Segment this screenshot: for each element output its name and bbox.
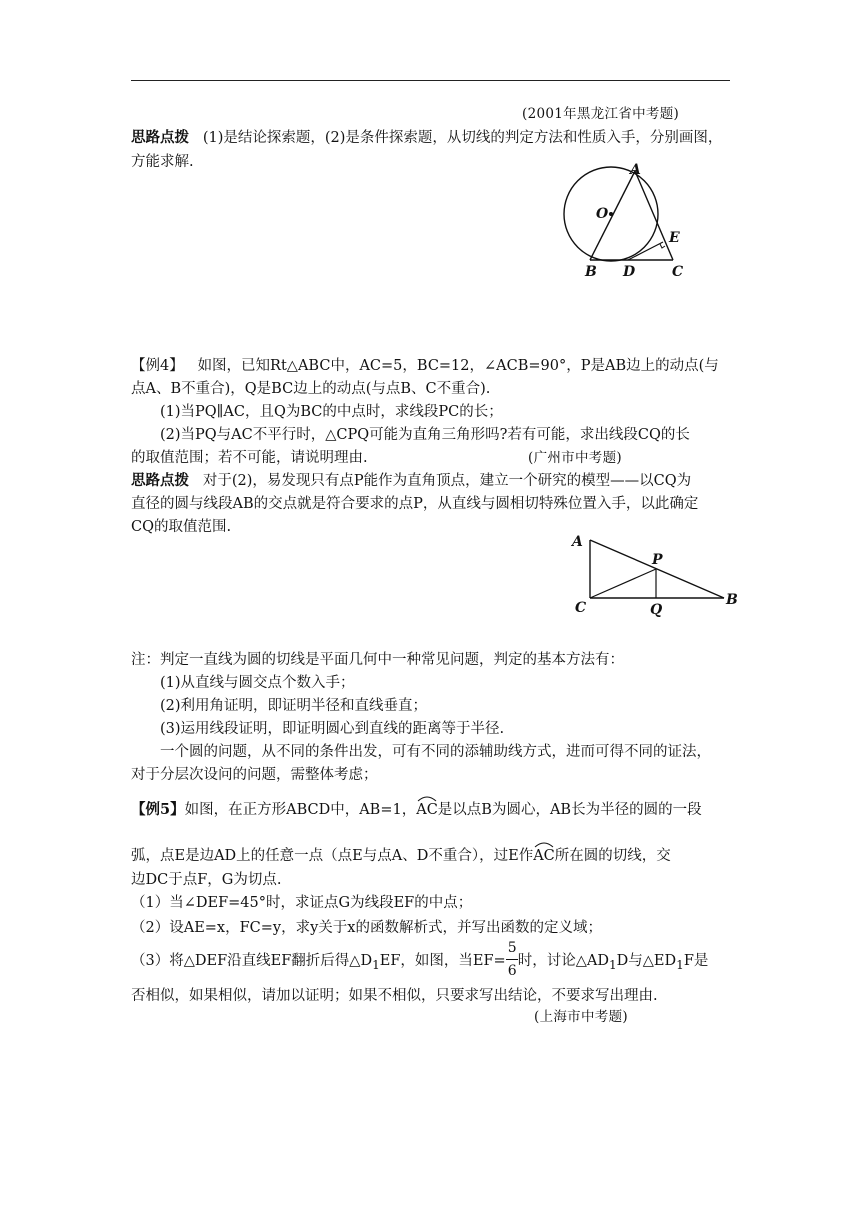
fraction-five-sixths xyxy=(506,940,518,979)
example-5-text-1a: 如图，在正方形ABCD中，AB=1， xyxy=(184,802,417,818)
arc-ac-1-text: AC xyxy=(416,802,438,818)
arc-mark-icon xyxy=(416,794,438,802)
subscript-1b: 1 xyxy=(608,957,617,972)
example-5-question-2: （2）设AE=x，FC=y，求y关于x的函数解析式，并写出函数的定义域； xyxy=(131,920,602,936)
label-q: Q xyxy=(650,602,663,618)
subscript-1: 1 xyxy=(372,957,380,972)
arc-ac-1 xyxy=(416,800,438,820)
figure-circle-triangle xyxy=(560,160,700,285)
example-4-line-1 xyxy=(131,356,719,376)
source-note-1: (2001年黑龙江省中考题) xyxy=(522,106,680,122)
label-b: B xyxy=(585,264,597,280)
label-o: O xyxy=(596,206,609,222)
arc-ac-2 xyxy=(533,846,555,866)
hint-1-line-1 xyxy=(131,128,722,148)
example-4-line-2: 点A、B不重合)，Q是BC边上的动点(与点B、C不重合). xyxy=(131,381,491,397)
hint-label: 思路点拨 xyxy=(131,129,189,146)
q3-text-c: 时，讨论△AD xyxy=(517,953,609,969)
note-line-6: 对于分层次设问的问题，需整体考虑； xyxy=(131,767,378,783)
label-c-2: C xyxy=(575,600,587,616)
line-de xyxy=(628,242,663,260)
example-5-text-2b: 所在圆的切线，交 xyxy=(554,848,671,864)
example-5-label: 【例5】 xyxy=(131,801,185,818)
note-line-1: 注：判定一直线为圆的切线是平面几何中一种常见问题，判定的基本方法有： xyxy=(131,652,624,668)
arc-mark-icon xyxy=(533,840,555,848)
subscript-1c: 1 xyxy=(676,957,684,972)
hint-2-line-3: CQ的取值范围. xyxy=(131,519,232,535)
example-5-line-last: 否相似，如果相似，请加以证明；如果不相似，只要求写出结论，不要求写出理由. xyxy=(131,988,658,1004)
fraction-numerator: 5 xyxy=(507,940,517,956)
hint-2-label: 思路点拨 xyxy=(131,472,189,489)
hint-1-text: (1)是结论探索题，(2)是条件探索题，从切线的判定方法和性质入手，分别画图， xyxy=(202,130,723,146)
q3-text-b: EF，如图，当EF= xyxy=(379,953,506,969)
label-a-2: A xyxy=(572,534,583,550)
label-c: C xyxy=(672,264,684,280)
example-5-line-3: 边DC于点F，G为切点. xyxy=(131,872,282,888)
fraction-bar xyxy=(506,959,518,960)
fraction-denominator: 6 xyxy=(507,963,517,979)
note-item-3: (3)运用线段证明，即证明圆心到直线的距离等于半径. xyxy=(160,721,505,737)
figure-right-triangle xyxy=(566,528,746,618)
example-4-question-2: (2)当PQ与AC不平行时，△CPQ可能为直角三角形吗?若有可能，求出线段CQ的长 xyxy=(160,427,690,443)
note-line-5: 一个圆的问题，从不同的条件出发，可有不同的添辅助线方式，进而可得不同的证法， xyxy=(160,744,711,760)
hint-2-text: 对于(2)，易发现只有点P能作为直角顶点，建立一个研究的模型——以CQ为 xyxy=(202,473,692,489)
example-5-line-1 xyxy=(131,800,702,820)
label-b-2: B xyxy=(726,592,738,608)
q3-text-e: F是 xyxy=(683,953,709,969)
example-5-text-2a: 弧，点E是边AD上的任意一点（点E与点A、D不重合），过E作 xyxy=(131,848,534,864)
hint-2-line-2: 直径的圆与线段AB的交点就是符合要求的点P，从直线与圆相切特殊位置入手，以此确定 xyxy=(131,496,699,512)
source-note-2: (广州市中考题) xyxy=(528,450,622,466)
label-e: E xyxy=(669,230,680,246)
example-5-question-1: （1）当∠DEF=45°时，求证点G为线段EF的中点； xyxy=(131,895,473,911)
example-4-label: 【例4】 xyxy=(131,358,184,374)
note-item-2: (2)利用角证明，即证明半径和直线垂直； xyxy=(160,698,428,714)
hint-2-line-1 xyxy=(131,471,691,491)
source-note-3: (上海市中考题) xyxy=(534,1009,628,1025)
label-a: A xyxy=(630,162,641,178)
example-4-question-1: (1)当PQ∥AC，且Q为BC的中点时，求线段PC的长； xyxy=(160,404,503,420)
example-4-line-5: 的取值范围；若不可能，请说明理由. xyxy=(131,450,368,466)
example-4-text-1: 如图，已知Rt△ABC中，AC=5，BC=12，∠ACB=90°，P是AB边上的动点(与 xyxy=(197,358,719,374)
label-d: D xyxy=(623,264,636,280)
line-cp xyxy=(590,569,656,598)
example-5-question-3 xyxy=(131,940,709,979)
q3-text-d: D与△ED xyxy=(616,953,677,969)
hint-1-line-2: 方能求解. xyxy=(131,154,194,170)
center-dot xyxy=(609,212,613,216)
label-p: P xyxy=(652,552,663,568)
arc-ac-2-text: AC xyxy=(533,848,555,864)
q3-text-a: （3）将△DEF沿直线EF翻折后得△D xyxy=(131,953,373,969)
example-5-line-2 xyxy=(131,846,671,866)
header-rule xyxy=(131,80,730,81)
example-5-text-1b: 是以点B为圆心，AB长为半径的圆的一段 xyxy=(437,802,702,818)
right-angle-mark xyxy=(660,244,665,248)
note-item-1: (1)从直线与圆交点个数入手； xyxy=(160,675,355,691)
